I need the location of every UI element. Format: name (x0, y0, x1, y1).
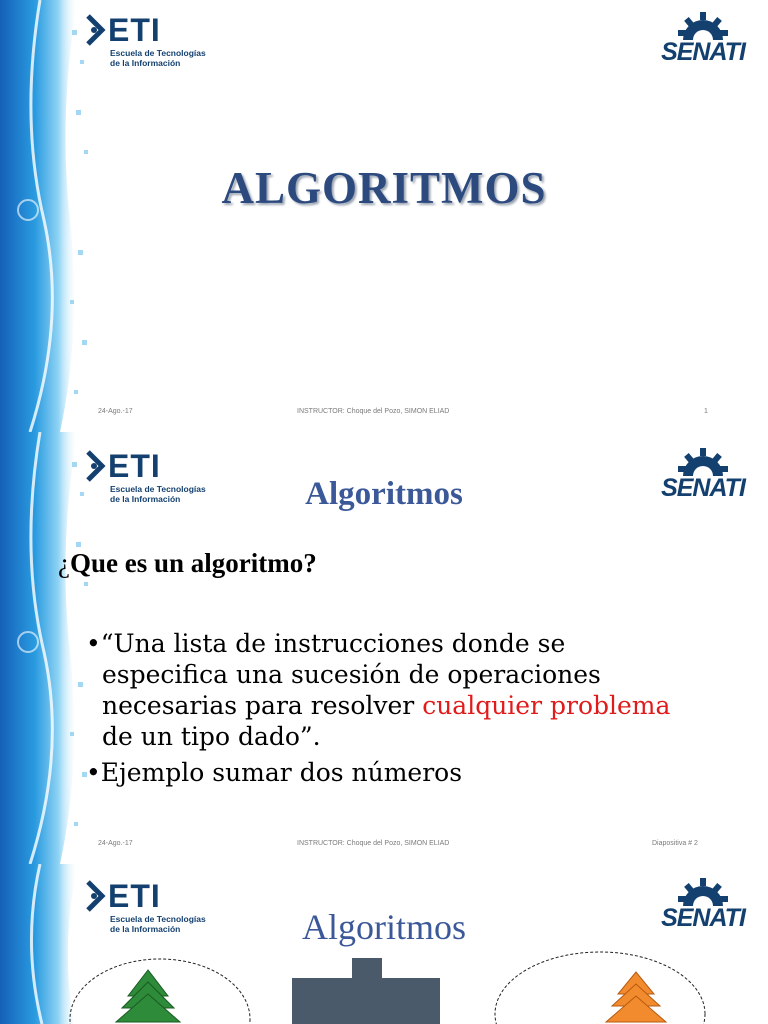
senati-wordmark: SENATI (661, 38, 745, 66)
definition-bullet (86, 628, 686, 752)
footer-page-number: 1 (704, 408, 708, 415)
eti-subtitle-line-2: de la Información (110, 58, 181, 68)
example-bullet (86, 758, 462, 787)
slide-2 (0, 432, 768, 864)
footer-date: 24-Ago.-17 (98, 408, 133, 415)
eti-wordmark: ETI (108, 12, 161, 48)
example-text: Ejemplo sumar dos números (100, 758, 463, 787)
green-tree-icon (116, 970, 180, 1022)
footer-date: 24-Ago.-17 (98, 840, 133, 847)
slide-2-title: Algoritmos (305, 476, 463, 512)
definition-continuation (86, 659, 686, 752)
bullet-marker: • (86, 758, 101, 787)
senati-logo (656, 10, 750, 68)
eti-logo (86, 12, 206, 72)
right-ellipse-outline (495, 952, 705, 1024)
eti-subtitle-line-2: de la Información (110, 924, 181, 934)
senati-wordmark: SENATI (661, 904, 745, 932)
gear-icon (656, 876, 750, 906)
slide-1-title: ALGORITMOS (221, 163, 547, 213)
eti-wordmark: ETI (108, 878, 161, 914)
decorative-blue-sidebar (0, 0, 95, 432)
definition-first-line: “Una lista de instrucciones donde se (100, 629, 566, 658)
eti-subtitle-line-1: Escuela de Tecnologías (110, 914, 206, 924)
footer-page-number: Diapositiva # 2 (652, 840, 698, 847)
gear-icon (656, 446, 750, 476)
bullet-marker: • (86, 629, 101, 658)
inverted-question-mark: ¿ (58, 548, 70, 578)
definition-text-a: especifica una sucesión de operaciones necesarias para resolver (102, 660, 601, 720)
eti-mark-icon (86, 12, 106, 48)
definition-text-b: de un tipo dado”. (102, 722, 321, 751)
cross-shape-icon (292, 958, 440, 1024)
slide-3-illustrations (0, 944, 768, 1024)
gear-icon (656, 10, 750, 40)
footer-instructor: INSTRUCTOR: Choque del Pozo, SIMON ELIAD (297, 408, 450, 415)
eti-subtitle-line-1: Escuela de Tecnologías (110, 484, 206, 494)
slide-3 (0, 864, 768, 1024)
definition-highlight: cualquier problema (422, 691, 671, 720)
eti-subtitle (110, 48, 206, 68)
question-heading (58, 548, 317, 579)
senati-wordmark: SENATI (661, 474, 745, 502)
slide-1 (0, 0, 768, 432)
orange-tree-icon (606, 972, 666, 1022)
eti-subtitle-line-1: Escuela de Tecnologías (110, 48, 206, 58)
footer-instructor: INSTRUCTOR: Choque del Pozo, SIMON ELIAD (297, 840, 450, 847)
eti-wordmark: ETI (108, 448, 161, 484)
slide-3-title: Algoritmos (301, 907, 466, 947)
eti-subtitle-line-2: de la Información (110, 494, 181, 504)
question-text: Que es un algoritmo? (69, 548, 317, 578)
